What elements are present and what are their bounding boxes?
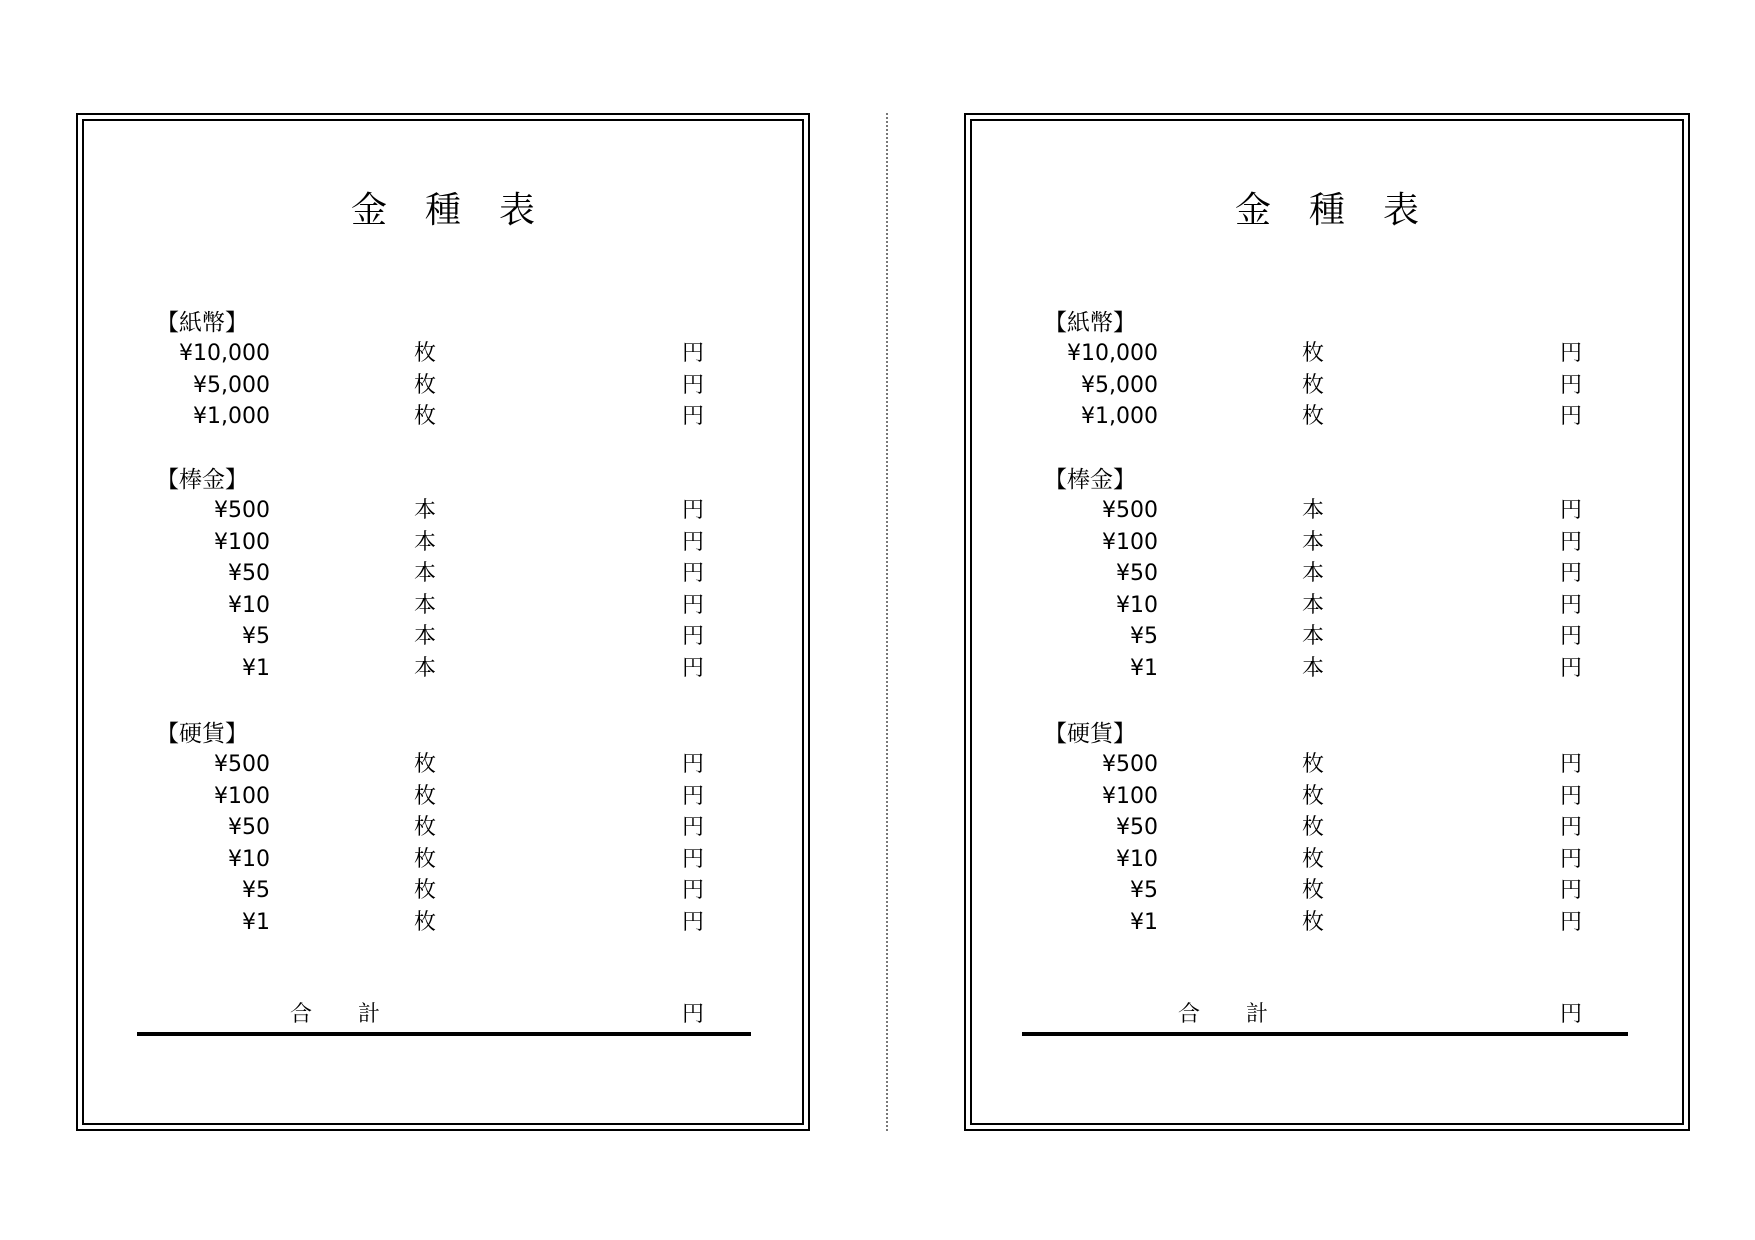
yen-unit-label: 円	[682, 498, 705, 523]
yen-unit-label: 円	[682, 846, 705, 872]
yen-unit-label: 円	[682, 783, 705, 809]
count-unit-label: 枚	[1302, 878, 1325, 903]
denomination-row	[78, 814, 808, 842]
total-label: 合計	[290, 1002, 427, 1027]
denomination-amount: ¥50	[1116, 561, 1158, 586]
count-unit-label: 枚	[414, 815, 437, 840]
denomination-row	[966, 909, 1688, 937]
yen-unit-label: 円	[1560, 561, 1583, 586]
yen-unit-label: 円	[682, 561, 705, 586]
section-title: 【棒金】	[156, 467, 248, 493]
count-unit-label: 枚	[414, 909, 437, 935]
denomination-row	[966, 560, 1688, 588]
yen-unit-label: 円	[682, 909, 705, 935]
denomination-row	[78, 403, 808, 431]
section-title: 【紙幣】	[156, 310, 248, 336]
section-title: 【硬貨】	[156, 721, 248, 747]
count-unit-label: 本	[414, 624, 437, 649]
count-unit-label: 本	[414, 529, 437, 555]
denomination-row	[966, 814, 1688, 842]
count-unit-label: 枚	[1302, 783, 1325, 809]
count-unit-label: 本	[1302, 624, 1325, 649]
yen-unit-label: 円	[1560, 846, 1583, 872]
denomination-row	[966, 623, 1688, 651]
denomination-amount: ¥1,000	[193, 404, 270, 429]
yen-unit-label: 円	[1560, 909, 1583, 935]
denomination-sheet-left	[76, 113, 810, 1131]
yen-unit-label: 円	[1560, 752, 1583, 777]
total-row	[966, 1000, 1688, 1030]
denomination-amount: ¥5	[1130, 878, 1158, 903]
denomination-row	[966, 751, 1688, 779]
denomination-amount: ¥5,000	[193, 372, 270, 398]
count-unit-label: 枚	[414, 846, 437, 872]
denomination-amount: ¥1,000	[1081, 404, 1158, 429]
yen-unit-label: 円	[682, 655, 705, 681]
count-unit-label: 本	[1302, 561, 1325, 586]
denomination-amount: ¥100	[214, 783, 270, 809]
yen-unit-label: 円	[682, 815, 705, 840]
denomination-row	[78, 846, 808, 874]
denomination-amount: ¥5	[1130, 624, 1158, 649]
yen-unit-label: 円	[682, 624, 705, 649]
sheet-title: 金種表	[350, 190, 573, 231]
denomination-amount: ¥10,000	[179, 341, 270, 366]
total-underline	[137, 1032, 751, 1036]
yen-unit-label: 円	[1560, 815, 1583, 840]
denomination-amount: ¥500	[214, 752, 270, 777]
yen-unit-label: 円	[1560, 624, 1583, 649]
count-unit-label: 枚	[414, 404, 437, 429]
denomination-amount: ¥50	[228, 561, 270, 586]
denomination-row	[966, 372, 1688, 400]
count-unit-label: 本	[1302, 498, 1325, 523]
yen-unit-label: 円	[1560, 404, 1583, 429]
denomination-amount: ¥500	[1102, 498, 1158, 523]
yen-unit-label: 円	[682, 404, 705, 429]
section-title: 【紙幣】	[1044, 310, 1136, 336]
denomination-amount: ¥500	[1102, 752, 1158, 777]
denomination-amount: ¥100	[214, 529, 270, 555]
yen-unit-label: 円	[1560, 878, 1583, 903]
denomination-amount: ¥10	[1116, 592, 1158, 618]
count-unit-label: 本	[414, 498, 437, 523]
denomination-row	[78, 877, 808, 905]
denomination-row	[966, 877, 1688, 905]
yen-unit-label: 円	[1560, 592, 1583, 618]
sheet-title: 金種表	[1234, 190, 1457, 231]
denomination-row	[78, 592, 808, 620]
yen-unit-label: 円	[1560, 655, 1583, 681]
denomination-amount: ¥500	[214, 498, 270, 523]
denomination-amount: ¥1	[242, 655, 270, 681]
denomination-row	[966, 783, 1688, 811]
yen-unit-label: 円	[682, 592, 705, 618]
section-title: 【棒金】	[1044, 467, 1136, 493]
denomination-row	[78, 623, 808, 651]
count-unit-label: 本	[1302, 655, 1325, 681]
count-unit-label: 枚	[414, 341, 437, 366]
total-label: 合計	[1178, 1002, 1315, 1027]
count-unit-label: 枚	[414, 372, 437, 398]
denomination-row	[78, 497, 808, 525]
yen-unit-label: 円	[1560, 529, 1583, 555]
denomination-row	[78, 529, 808, 557]
count-unit-label: 枚	[1302, 404, 1325, 429]
denomination-amount: ¥10	[1116, 846, 1158, 872]
cut-line	[886, 113, 888, 1131]
denomination-amount: ¥50	[1116, 815, 1158, 840]
denomination-row	[966, 846, 1688, 874]
denomination-amount: ¥100	[1102, 529, 1158, 555]
denomination-row	[78, 751, 808, 779]
denomination-row	[966, 497, 1688, 525]
denomination-row	[966, 592, 1688, 620]
denomination-sheet-right	[964, 113, 1690, 1131]
denomination-amount: ¥1	[1130, 655, 1158, 681]
yen-unit-label: 円	[682, 752, 705, 777]
count-unit-label: 本	[414, 655, 437, 681]
denomination-amount: ¥10	[228, 846, 270, 872]
denomination-amount: ¥5,000	[1081, 372, 1158, 398]
denomination-amount: ¥10	[228, 592, 270, 618]
count-unit-label: 枚	[414, 752, 437, 777]
yen-unit-label: 円	[682, 341, 705, 366]
denomination-row	[966, 655, 1688, 683]
count-unit-label: 枚	[1302, 909, 1325, 935]
yen-unit-label: 円	[1560, 498, 1583, 523]
denomination-amount: ¥50	[228, 815, 270, 840]
denomination-amount: ¥5	[242, 624, 270, 649]
count-unit-label: 枚	[1302, 815, 1325, 840]
yen-unit-label: 円	[682, 878, 705, 903]
count-unit-label: 枚	[414, 783, 437, 809]
count-unit-label: 枚	[1302, 752, 1325, 777]
denomination-amount: ¥100	[1102, 783, 1158, 809]
denomination-row	[78, 909, 808, 937]
count-unit-label: 本	[414, 592, 437, 618]
denomination-row	[78, 372, 808, 400]
total-yen-unit: 円	[682, 1002, 705, 1027]
count-unit-label: 枚	[1302, 846, 1325, 872]
count-unit-label: 本	[414, 561, 437, 586]
count-unit-label: 枚	[1302, 372, 1325, 398]
count-unit-label: 本	[1302, 529, 1325, 555]
yen-unit-label: 円	[1560, 783, 1583, 809]
denomination-row	[78, 340, 808, 368]
yen-unit-label: 円	[682, 529, 705, 555]
denomination-row	[966, 340, 1688, 368]
denomination-row	[78, 655, 808, 683]
denomination-row	[966, 403, 1688, 431]
denomination-amount: ¥5	[242, 878, 270, 903]
denomination-amount: ¥1	[1130, 909, 1158, 935]
denomination-amount: ¥10,000	[1067, 341, 1158, 366]
denomination-amount: ¥1	[242, 909, 270, 935]
count-unit-label: 本	[1302, 592, 1325, 618]
yen-unit-label: 円	[1560, 372, 1583, 398]
denomination-row	[966, 529, 1688, 557]
denomination-row	[78, 783, 808, 811]
total-yen-unit: 円	[1560, 1002, 1583, 1027]
denomination-row	[78, 560, 808, 588]
total-underline	[1022, 1032, 1628, 1036]
yen-unit-label: 円	[1560, 341, 1583, 366]
total-row	[78, 1000, 808, 1030]
yen-unit-label: 円	[682, 372, 705, 398]
section-title: 【硬貨】	[1044, 721, 1136, 747]
count-unit-label: 枚	[1302, 341, 1325, 366]
count-unit-label: 枚	[414, 878, 437, 903]
